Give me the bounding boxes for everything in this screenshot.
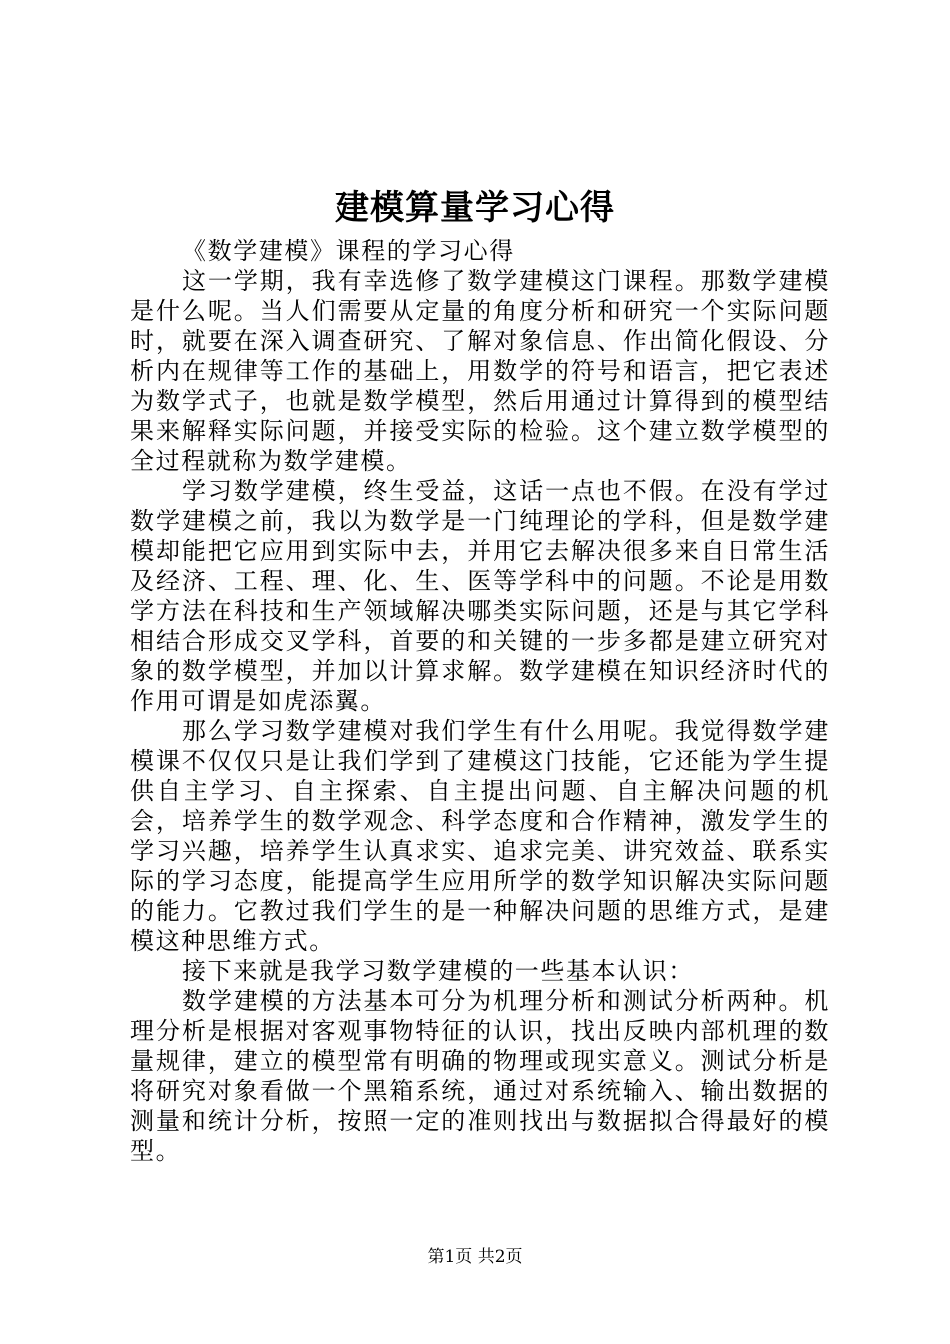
document-title: 建模算量学习心得 [335,188,615,228]
page-number-footer: 第1页 共2页 [427,1247,523,1267]
paragraph-benefit: 学习数学建模，终生受益，这话一点也不假。在没有学过数学建模之前，我以为数学是一门纯理论的学科，但是数学建模却能把它应用到实际中去，并用它去解决很多来自日常生活及经济、工程、理、化、生、医等学科中的问题。不论是用数学方法在科技和生产领域解决哪类实际问题，还是与其它学科相结合形成交叉学科，首要的和关键的一步多都是建立研究对象的数学模型，并加以计算求解。数学建模在知识经济时代的作用可谓是如虎添翼。 [130,477,830,715]
paragraph-methods: 数学建模的方法基本可分为机理分析和测试分析两种。机理分析是根据对客观事物特征的认识，找出反映内部机理的数量规律，建立的模型常有明确的物理或现实意义。测试分析是将研究对象看做一个黑箱系统，通过对系统输入、输出数据的测量和统计分析，按照一定的准则找出与数据拟合得最好的模型。 [130,987,830,1165]
paragraph-transition: 接下来就是我学习数学建模的一些基本认识： [182,957,694,985]
paragraph-usefulness: 那么学习数学建模对我们学生有什么用呢。我觉得数学建模课不仅仅只是让我们学到了建模这门技能，它还能为学生提供自主学习、自主探索、自主提出问题、自主解决问题的机会，培养学生的数学观念、科学态度和合作精神，激发学生的学习兴趣，培养学生认真求实、追求完美、讲究效益、联系实际的学习态度，能提高学生应用所学的数学知识解决实际问题的能力。它教过我们学生的是一种解决问题的思维方式，是建模这种思维方式。 [130,717,830,955]
paragraph-intro: 这一学期，我有幸选修了数学建模这门课程。那数学建模是什么呢。当人们需要从定量的角度分析和研究一个实际问题时，就要在深入调查研究、了解对象信息、作出简化假设、分析内在规律等工作的基础上，用数学的符号和语言，把它表述为数学式子，也就是数学模型，然后用通过计算得到的模型结果来解释实际问题，并接受实际的检验。这个建立数学模型的全过程就称为数学建模。 [130,267,830,475]
document-body [130,236,830,1166]
paragraph-subtitle: 《数学建模》课程的学习心得 [182,237,515,265]
